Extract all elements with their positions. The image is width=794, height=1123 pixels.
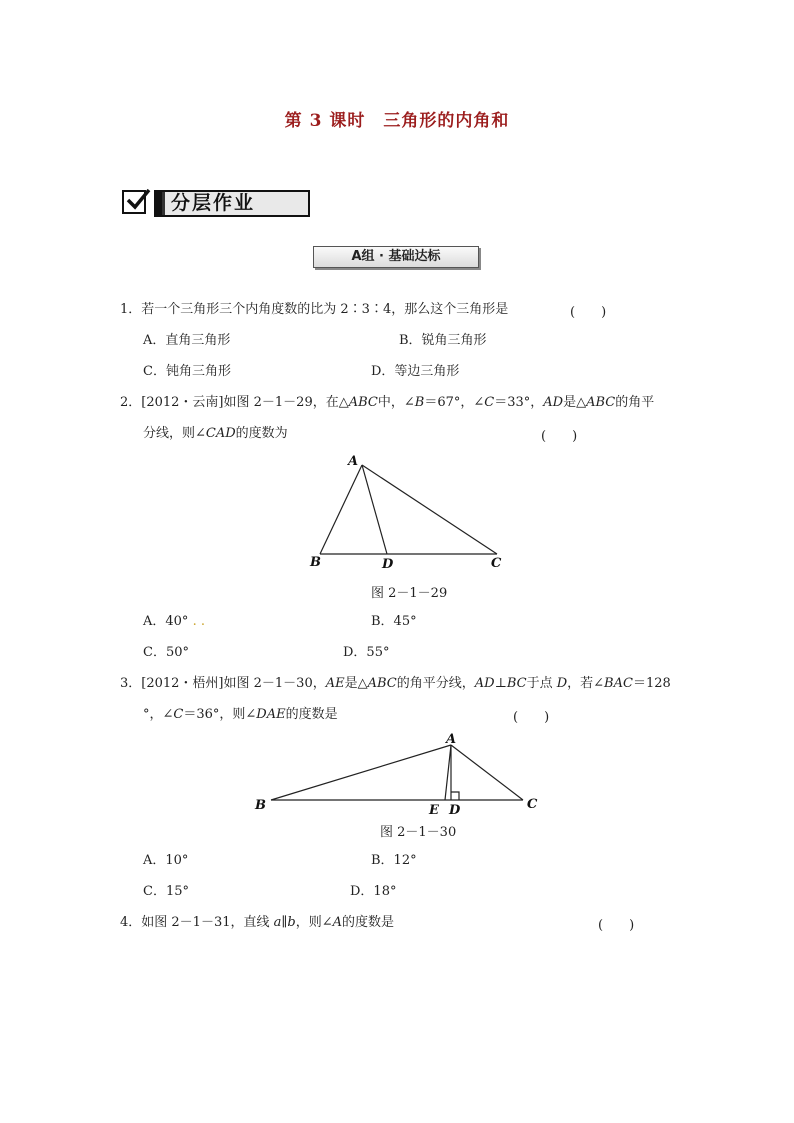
q1-option-c: C．钝角三角形	[143, 364, 231, 379]
q3-paren: ( )	[513, 710, 550, 725]
q2-option-b: B．45°	[371, 614, 417, 629]
label-d: D	[382, 557, 394, 572]
q4-stem: 4．如图 2－1－31，直线 a∥b，则∠A的度数是	[120, 915, 395, 930]
bisector-ae	[445, 745, 451, 800]
q2-figure-caption: 图 2－1－29	[371, 586, 448, 601]
edge-ac	[451, 745, 523, 800]
q3-figure-caption: 图 2－1－30	[380, 825, 457, 840]
edge-ab	[271, 745, 451, 800]
q1-option-d: D．等边三角形	[371, 364, 460, 379]
q1-paren: ( )	[570, 305, 607, 320]
q1-stem: 1．若一个三角形三个内角度数的比为 2∶3∶4，那么这个三角形是	[120, 302, 509, 317]
q3-figure-triangle	[245, 725, 555, 820]
edge-ac	[362, 465, 497, 554]
q2-figure-triangle	[300, 450, 520, 575]
edge-ab	[320, 465, 362, 554]
q2-option-d: D．55°	[343, 645, 390, 660]
q3-stem-line2: °，∠C＝36°，则∠DAE的度数是	[143, 707, 338, 722]
q3-option-d: D．18°	[350, 884, 397, 899]
q2-paren: ( )	[541, 429, 578, 444]
q1-option-a: A．直角三角形	[143, 333, 231, 348]
q2-stem-line2: 分线，则∠CAD的度数为	[143, 426, 288, 441]
label-c: C	[491, 556, 502, 571]
checkbox-icon	[122, 190, 146, 214]
group-label: A组 · 基础达标	[313, 246, 479, 268]
q2-option-a: A．40° . .	[143, 614, 205, 629]
label-b: B	[310, 555, 321, 570]
q3-option-c: C．15°	[143, 884, 189, 899]
right-angle-mark	[451, 792, 459, 800]
q1-option-b: B．锐角三角形	[399, 333, 487, 348]
label-d: D	[449, 803, 461, 818]
label-e: E	[429, 803, 439, 818]
section-header-label: 分层作业	[162, 192, 308, 215]
q2-stem-line1: 2．[2012・云南]如图 2－1－29，在△ABC中，∠B＝67°，∠C＝33°，AD是△ABC的角平	[120, 395, 655, 410]
q4-paren: ( )	[598, 918, 635, 933]
label-c: C	[527, 797, 538, 812]
q2-option-c: C．50°	[143, 645, 189, 660]
q3-option-b: B．12°	[371, 853, 417, 868]
q3-option-a: A．10°	[143, 853, 189, 868]
q3-stem-line1: 3．[2012・梧州]如图 2－1－30，AE是△ABC的角平分线，AD⊥BC于点 D，若∠BAC＝128	[120, 676, 671, 691]
label-a: A	[348, 454, 359, 469]
page-title: 第 3 课时 三角形的内角和	[284, 111, 510, 131]
label-a: A	[446, 732, 457, 747]
label-b: B	[255, 798, 266, 813]
